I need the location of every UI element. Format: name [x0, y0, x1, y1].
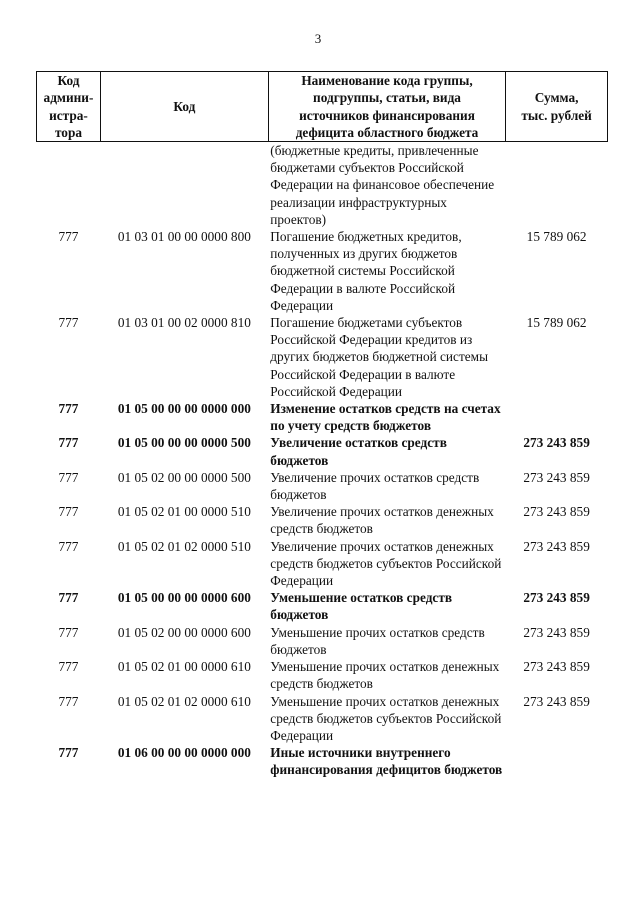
- cell-admin: 777: [58, 538, 79, 554]
- header-name-line: дефицита областного бюджета: [295, 124, 479, 140]
- table-row-continuation: [37, 142, 608, 229]
- cell-code: 01 05 00 00 00 0000 600: [117, 590, 251, 606]
- header-admin-line: Код: [57, 73, 80, 89]
- cell-admin: 777: [58, 504, 79, 520]
- continuation-text: (бюджетные кредиты, привлеченные бюджетами субъектов Российской Федерации на финансовое обеспечение реализации инфраструктурных проектов): [270, 143, 495, 227]
- header-sum-line: тыс. рублей: [521, 107, 592, 123]
- header-admin-line: админи-: [43, 90, 94, 106]
- table-row: [37, 469, 608, 503]
- table-row: [37, 693, 608, 745]
- cell-sum: 273 243 859: [523, 659, 590, 675]
- header-code: Код: [100, 72, 268, 142]
- cell-sum: 15 789 062: [526, 315, 587, 331]
- cell-name: Уменьшение остатков средств бюджетов: [270, 590, 453, 623]
- header-name-line: подгруппы, статьи, вида: [313, 90, 461, 106]
- cell-admin: 777: [58, 693, 79, 709]
- cell-code: 01 05 02 01 02 0000 610: [117, 693, 251, 709]
- page-number: 3: [314, 31, 322, 46]
- cell-name: Иные источники внутреннего финансирования дефицитов бюджетов: [270, 745, 503, 778]
- table-row: [37, 314, 608, 400]
- cell-name: Погашение бюджетных кредитов, полученных из других бюджетов бюджетной системы Российской Федерации в валюте Российской Федерации: [270, 229, 462, 313]
- cell-code: 01 05 00 00 00 0000 500: [117, 435, 251, 451]
- cell-admin: 777: [58, 469, 79, 485]
- cell-code: 01 05 02 01 02 0000 510: [117, 538, 251, 554]
- cell-code: 01 05 00 00 00 0000 000: [117, 401, 251, 417]
- cell-code: 01 05 02 00 00 0000 600: [117, 624, 251, 640]
- budget-sources-table: [36, 71, 608, 779]
- cell-sum: 273 243 859: [523, 469, 590, 485]
- table-row: [37, 434, 608, 468]
- header-sum: [506, 72, 608, 142]
- cell-sum: 15 789 062: [526, 229, 587, 245]
- cell-sum: [506, 400, 608, 434]
- table-row: [37, 589, 608, 623]
- header-name-line: источников финансирования: [299, 107, 475, 123]
- header-admin: [37, 72, 101, 142]
- cell-sum: 273 243 859: [523, 693, 590, 709]
- cell-sum: 273 243 859: [523, 504, 590, 520]
- cell-admin: 777: [58, 624, 79, 640]
- table-row: [37, 400, 608, 434]
- cell-admin: 777: [58, 435, 79, 451]
- cell-code: 01 05 02 01 00 0000 610: [117, 659, 251, 675]
- cell-code: 01 05 02 01 00 0000 510: [117, 504, 251, 520]
- table-row: [37, 658, 608, 692]
- cell-admin: 777: [58, 590, 79, 606]
- cell-name: Уменьшение прочих остатков денежных средств бюджетов: [270, 659, 500, 692]
- cell-name: Погашение бюджетами субъектов Российской Федерации кредитов из других бюджетов бюджетной системы Российской Федерации в валюте Российской Федерации: [270, 315, 489, 399]
- table-row: [37, 624, 608, 658]
- cell-sum: 273 243 859: [523, 435, 590, 451]
- cell-code: 01 06 00 00 00 0000 000: [117, 745, 251, 761]
- header-name-line: Наименование кода группы,: [301, 73, 473, 89]
- cell-name: Уменьшение прочих остатков средств бюджетов: [270, 624, 485, 657]
- cell-name: Увеличение остатков средств бюджетов: [270, 435, 447, 468]
- table-row: [37, 228, 608, 314]
- header-admin-line: истра-: [49, 107, 88, 123]
- table-header-row: [37, 72, 608, 142]
- cell-code: 01 05 02 00 00 0000 500: [117, 469, 251, 485]
- cell-admin: 777: [58, 745, 79, 761]
- cell-admin: 777: [58, 315, 79, 331]
- cell-admin: 777: [58, 659, 79, 675]
- cell-name: Уменьшение прочих остатков денежных средств бюджетов субъектов Российской Федерации: [270, 693, 502, 743]
- table-row: [37, 538, 608, 590]
- cell-name: Изменение остатков средств на счетах по учету средств бюджетов: [270, 401, 501, 434]
- cell-admin: 777: [58, 229, 79, 245]
- header-name: [268, 72, 505, 142]
- cell-sum: 273 243 859: [523, 624, 590, 640]
- cell-name: Увеличение прочих остатков денежных средств бюджетов: [270, 504, 494, 537]
- table-row: [37, 503, 608, 537]
- cell-name: Увеличение прочих остатков денежных средств бюджетов субъектов Российской Федерации: [270, 538, 502, 589]
- header-sum-line: Сумма,: [534, 90, 579, 106]
- cell-code: 01 03 01 00 00 0000 800: [117, 229, 251, 245]
- cell-sum: 273 243 859: [523, 538, 590, 554]
- cell-sum: 273 243 859: [523, 590, 590, 606]
- cell-code: 01 03 01 00 02 0000 810: [117, 315, 251, 331]
- header-admin-line: тора: [54, 124, 82, 140]
- cell-name: Увеличение прочих остатков средств бюджетов: [270, 469, 480, 503]
- cell-sum: [506, 744, 608, 778]
- table-row: [37, 744, 608, 778]
- cell-admin: 777: [58, 401, 79, 417]
